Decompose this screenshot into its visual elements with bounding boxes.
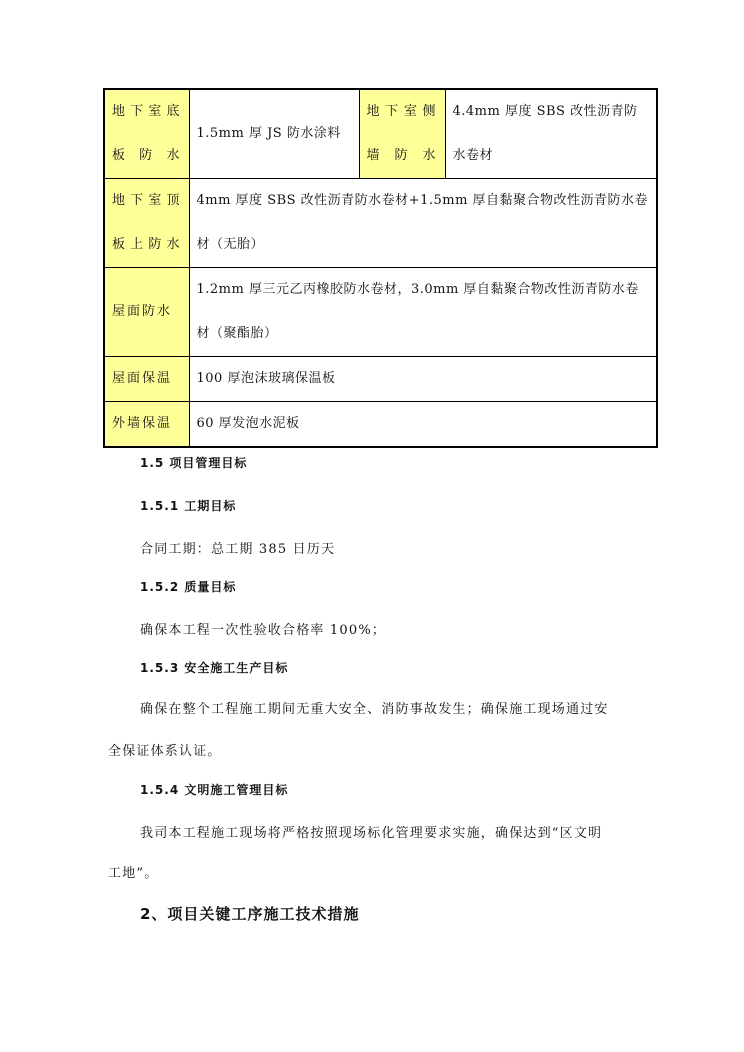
table-row [104,179,657,268]
waterproofing-spec-table [103,88,658,448]
section-heading-1-5-3: 1.5.3 安全施工生产目标 [140,661,289,675]
basement-wall-waterproof-value: 4.4mm 厚度 SBS 改性沥青防水卷材 [445,89,657,179]
safety-target-text-line1: 确保在整个工程施工期间无重大安全、消防事故发生；确保施工现场通过安 [140,702,609,717]
civilized-construction-text-line1: 我司本工程施工现场将严格按照现场标化管理要求实施，确保达到“区文明 [140,826,603,841]
basement-floor-waterproof-label: 地下室底板防水 [104,89,189,179]
section-heading-1-5-1: 1.5.1 工期目标 [140,499,237,513]
schedule-target-text: 合同工期：总工期 385 日历天 [140,542,336,557]
wall-insulation-value: 60 厚发泡水泥板 [189,402,657,448]
civilized-construction-text-line2: 工地”。 [108,866,159,881]
section-heading-1-5: 1.5 项目管理目标 [140,456,248,470]
roof-waterproof-value: 1.2mm 厚三元乙丙橡胶防水卷材，3.0mm 厚自黏聚合物改性沥青防水卷材（聚酯胎） [189,268,657,357]
basement-roof-waterproof-value: 4mm 厚度 SBS 改性沥青防水卷材+1.5mm 厚自黏聚合物改性沥青防水卷材（无胎） [189,179,657,268]
roof-insulation-value: 100 厚泡沫玻璃保温板 [189,357,657,402]
basement-floor-waterproof-value: 1.5mm 厚 JS 防水涂料 [189,89,359,179]
quality-target-text: 确保本工程一次性验收合格率 100%； [140,623,387,638]
table-row [104,268,657,357]
table-row [104,357,657,402]
table-row [104,402,657,448]
basement-roof-waterproof-label: 地下室顶板上防水 [104,179,189,268]
section-heading-1-5-4: 1.5.4 文明施工管理目标 [140,783,289,797]
section-heading-1-5-2: 1.5.2 质量目标 [140,580,237,594]
safety-target-text-line2: 全保证体系认证。 [108,744,222,759]
basement-wall-waterproof-label: 地下室侧墙防水 [359,89,445,179]
roof-insulation-label: 屋面保温 [104,357,189,402]
roof-waterproof-label: 屋面防水 [104,268,189,357]
section-heading-2: 2、项目关键工序施工技术措施 [140,905,360,923]
table-row [104,89,657,179]
wall-insulation-label: 外墙保温 [104,402,189,448]
